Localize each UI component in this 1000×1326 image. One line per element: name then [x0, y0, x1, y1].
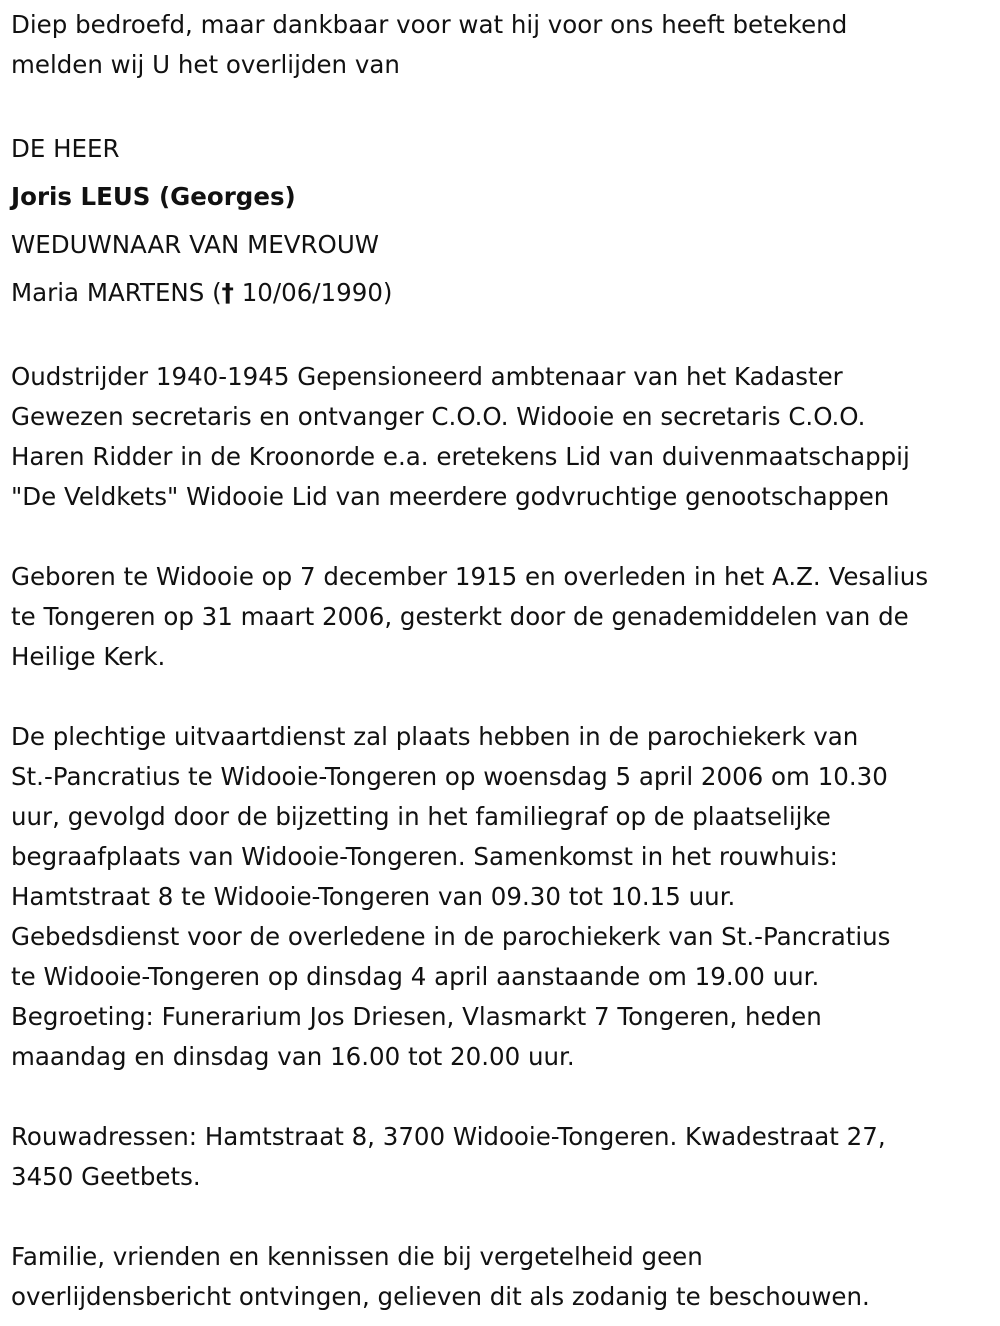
cross-icon: † [221, 278, 234, 307]
funeral-paragraph: De plechtige uitvaartdienst zal plaats hebben in de parochiekerk van St.-Pancratius te Widooie-Tongeren op woensdag 5 april 2006 om 10.30 uur, gevolgd door de bijzetting in het familiegraf op de plaatselijke begraafplaats van Widooie-Tongeren. Samenkomst in het rouwhuis: Hamtstraat 8 te Widooie-Tongeren van 09.30 tot 10.15 uur. Gebedsdienst voor de overledene in de parochiekerk van St.-Pancratius te Widooie-Tongeren op dinsdag 4 april aanstaande om 19.00 uur. Begroeting: Funerarium Jos Driesen, Vlasmarkt 7 Tongeren, heden maandag en dinsdag van 16.00 tot 20.00 uur. [11, 722, 891, 1071]
obituary-notice [11, 5, 996, 1317]
paragraph-gap [11, 317, 996, 357]
paragraph-gap [11, 517, 996, 557]
widower-line: WEDUWNAAR VAN MEVROUW [11, 230, 379, 259]
paragraph-gap [11, 677, 996, 717]
paragraph-gap [11, 85, 996, 125]
paragraph-gap [11, 1077, 996, 1117]
spouse-line [11, 269, 996, 317]
deceased-name: Joris LEUS (Georges) [11, 182, 296, 211]
paragraph-gap [11, 1197, 996, 1237]
birth-death-paragraph: Geboren te Widooie op 7 december 1915 en overleden in het A.Z. Vesalius te Tongeren op 31 maart 2006, gesterkt door de genademiddelen van de Heilige Kerk. [11, 562, 929, 671]
title-prefix: DE HEER [11, 134, 120, 163]
closing-paragraph: Familie, vrienden en kennissen die bij vergetelheid geen overlijdensbericht ontvingen, gelieven dit als zodanig te beschouwen. [11, 1242, 870, 1311]
spouse-name: Maria MARTENS ( [11, 278, 222, 307]
intro-paragraph: Diep bedroefd, maar dankbaar voor wat hij voor ons heeft betekend melden wij U het overlijden van [11, 10, 848, 79]
addresses-paragraph: Rouwadressen: Hamtstraat 8, 3700 Widooie-Tongeren. Kwadestraat 27, 3450 Geetbets. [11, 1122, 886, 1191]
biography-paragraph: Oudstrijder 1940-1945 Gepensioneerd ambtenaar van het Kadaster Gewezen secretaris en ontvanger C.O.O. Widooie en secretaris C.O.O. Haren Ridder in de Kroonorde e.a. eretekens Lid van duivenmaatschappij "De Veldkets" Widooie Lid van meerdere godvruchtige genootschappen [11, 362, 910, 511]
spouse-death-date: 10/06/1990) [233, 278, 393, 307]
